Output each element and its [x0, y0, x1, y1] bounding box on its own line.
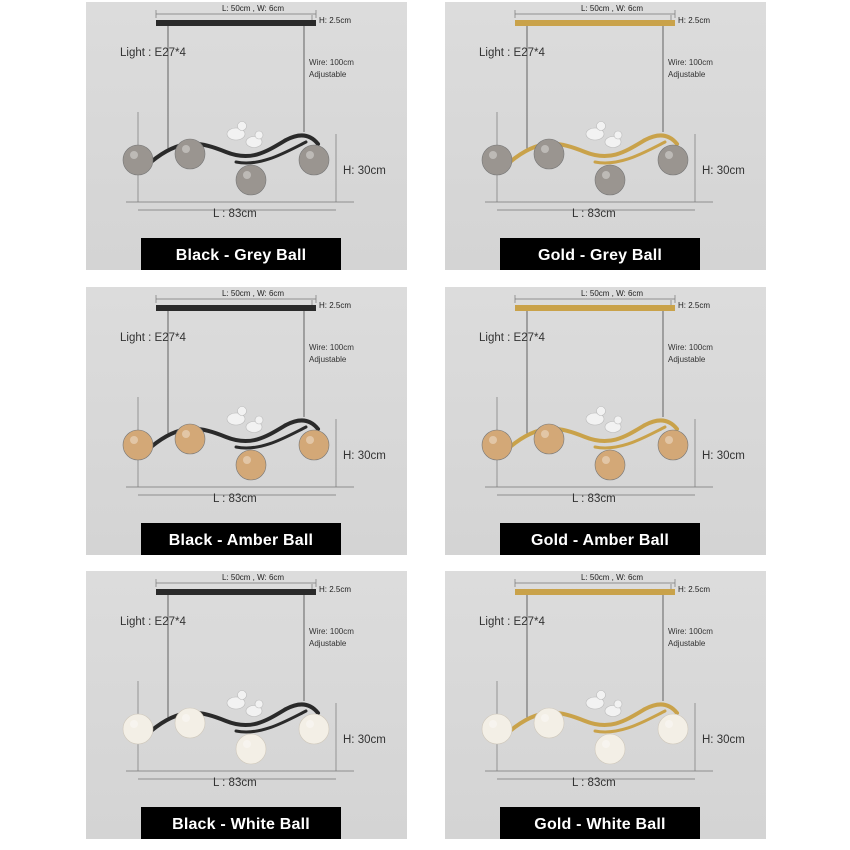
wire-length-text: Wire: 100cm: [668, 627, 713, 636]
canopy-height-text: H: 2.5cm: [678, 585, 711, 594]
length-dimension-text: L : 83cm: [213, 208, 257, 220]
variant-label: Gold - Grey Ball: [500, 238, 700, 270]
wire-adjustable-text: Adjustable: [309, 639, 347, 648]
light-spec-text: Light : E27*4: [479, 332, 545, 344]
length-dimension-text: L : 83cm: [572, 777, 616, 789]
chandelier-illustration: [86, 571, 407, 839]
canopy-dimension-text: L: 50cm , W: 6cm: [222, 4, 285, 13]
chandelier-illustration: [445, 287, 766, 555]
light-spec-text: Light : E27*4: [120, 332, 186, 344]
variant-label: Black - Amber Ball: [141, 523, 341, 555]
branch-frame-lower: [595, 142, 665, 163]
height-dimension-text: H: 30cm: [343, 165, 386, 177]
product-panel-gold-white: [445, 571, 766, 839]
wire-adjustable-text: Adjustable: [309, 70, 347, 79]
ceiling-canopy: [515, 20, 675, 26]
wire-length-text: Wire: 100cm: [668, 343, 713, 352]
canopy-dimension-text: L: 50cm , W: 6cm: [222, 573, 285, 582]
height-dimension-text: H: 30cm: [343, 450, 386, 462]
wire-length-text: Wire: 100cm: [668, 58, 713, 67]
wire-adjustable-text: Adjustable: [668, 355, 706, 364]
length-dimension-text: L : 83cm: [572, 208, 616, 220]
variant-label: Black - Grey Ball: [141, 238, 341, 270]
canopy-height-text: H: 2.5cm: [678, 301, 711, 310]
wire-spec-text: [309, 626, 354, 650]
wire-spec-text: [668, 57, 713, 81]
ceiling-canopy: [515, 589, 675, 595]
ceiling-canopy: [515, 305, 675, 311]
wire-spec-text: [668, 342, 713, 366]
bird-ornaments: [227, 691, 263, 717]
bird-ornaments: [586, 691, 622, 717]
product-panel-black-amber: [86, 287, 407, 555]
light-spec-text: Light : E27*4: [120, 47, 186, 59]
length-dimension-text: L : 83cm: [213, 777, 257, 789]
light-spec-text: Light : E27*4: [120, 616, 186, 628]
wire-adjustable-text: Adjustable: [668, 70, 706, 79]
chandelier-illustration: [86, 287, 407, 555]
canopy-height-text: H: 2.5cm: [319, 16, 352, 25]
wire-spec-text: [309, 57, 354, 81]
variant-label: Black - White Ball: [141, 807, 341, 839]
chandelier-illustration: [86, 2, 407, 270]
wire-adjustable-text: Adjustable: [309, 355, 347, 364]
length-dimension-text: L : 83cm: [572, 493, 616, 505]
product-panel-black-grey: [86, 2, 407, 270]
canopy-height-text: H: 2.5cm: [319, 585, 352, 594]
height-dimension-text: H: 30cm: [702, 734, 745, 746]
branch-frame-lower: [595, 427, 665, 448]
branch-frame-lower: [595, 711, 665, 732]
canopy-height-text: H: 2.5cm: [678, 16, 711, 25]
chandelier-illustration: [445, 2, 766, 270]
wire-spec-text: [309, 342, 354, 366]
bird-ornaments: [227, 122, 263, 148]
product-panel-gold-grey: [445, 2, 766, 270]
branch-frame-lower: [236, 427, 306, 448]
branch-frame-lower: [236, 142, 306, 163]
height-dimension-text: H: 30cm: [343, 734, 386, 746]
canopy-height-text: H: 2.5cm: [319, 301, 352, 310]
ceiling-canopy: [156, 305, 316, 311]
bird-ornaments: [227, 407, 263, 433]
product-panel-gold-amber: [445, 287, 766, 555]
variant-label: Gold - White Ball: [500, 807, 700, 839]
wire-length-text: Wire: 100cm: [309, 343, 354, 352]
ceiling-canopy: [156, 589, 316, 595]
canopy-dimension-text: L: 50cm , W: 6cm: [581, 573, 644, 582]
height-dimension-text: H: 30cm: [702, 165, 745, 177]
bird-ornaments: [586, 122, 622, 148]
bird-ornaments: [586, 407, 622, 433]
canopy-dimension-text: L: 50cm , W: 6cm: [581, 289, 644, 298]
wire-adjustable-text: Adjustable: [668, 639, 706, 648]
chandelier-illustration: [445, 571, 766, 839]
wire-length-text: Wire: 100cm: [309, 58, 354, 67]
height-dimension-text: H: 30cm: [702, 450, 745, 462]
product-panel-black-white: [86, 571, 407, 839]
light-spec-text: Light : E27*4: [479, 47, 545, 59]
canopy-dimension-text: L: 50cm , W: 6cm: [581, 4, 644, 13]
wire-length-text: Wire: 100cm: [309, 627, 354, 636]
wire-spec-text: [668, 626, 713, 650]
light-spec-text: Light : E27*4: [479, 616, 545, 628]
ceiling-canopy: [156, 20, 316, 26]
variant-label: Gold - Amber Ball: [500, 523, 700, 555]
length-dimension-text: L : 83cm: [213, 493, 257, 505]
branch-frame-lower: [236, 711, 306, 732]
canopy-dimension-text: L: 50cm , W: 6cm: [222, 289, 285, 298]
